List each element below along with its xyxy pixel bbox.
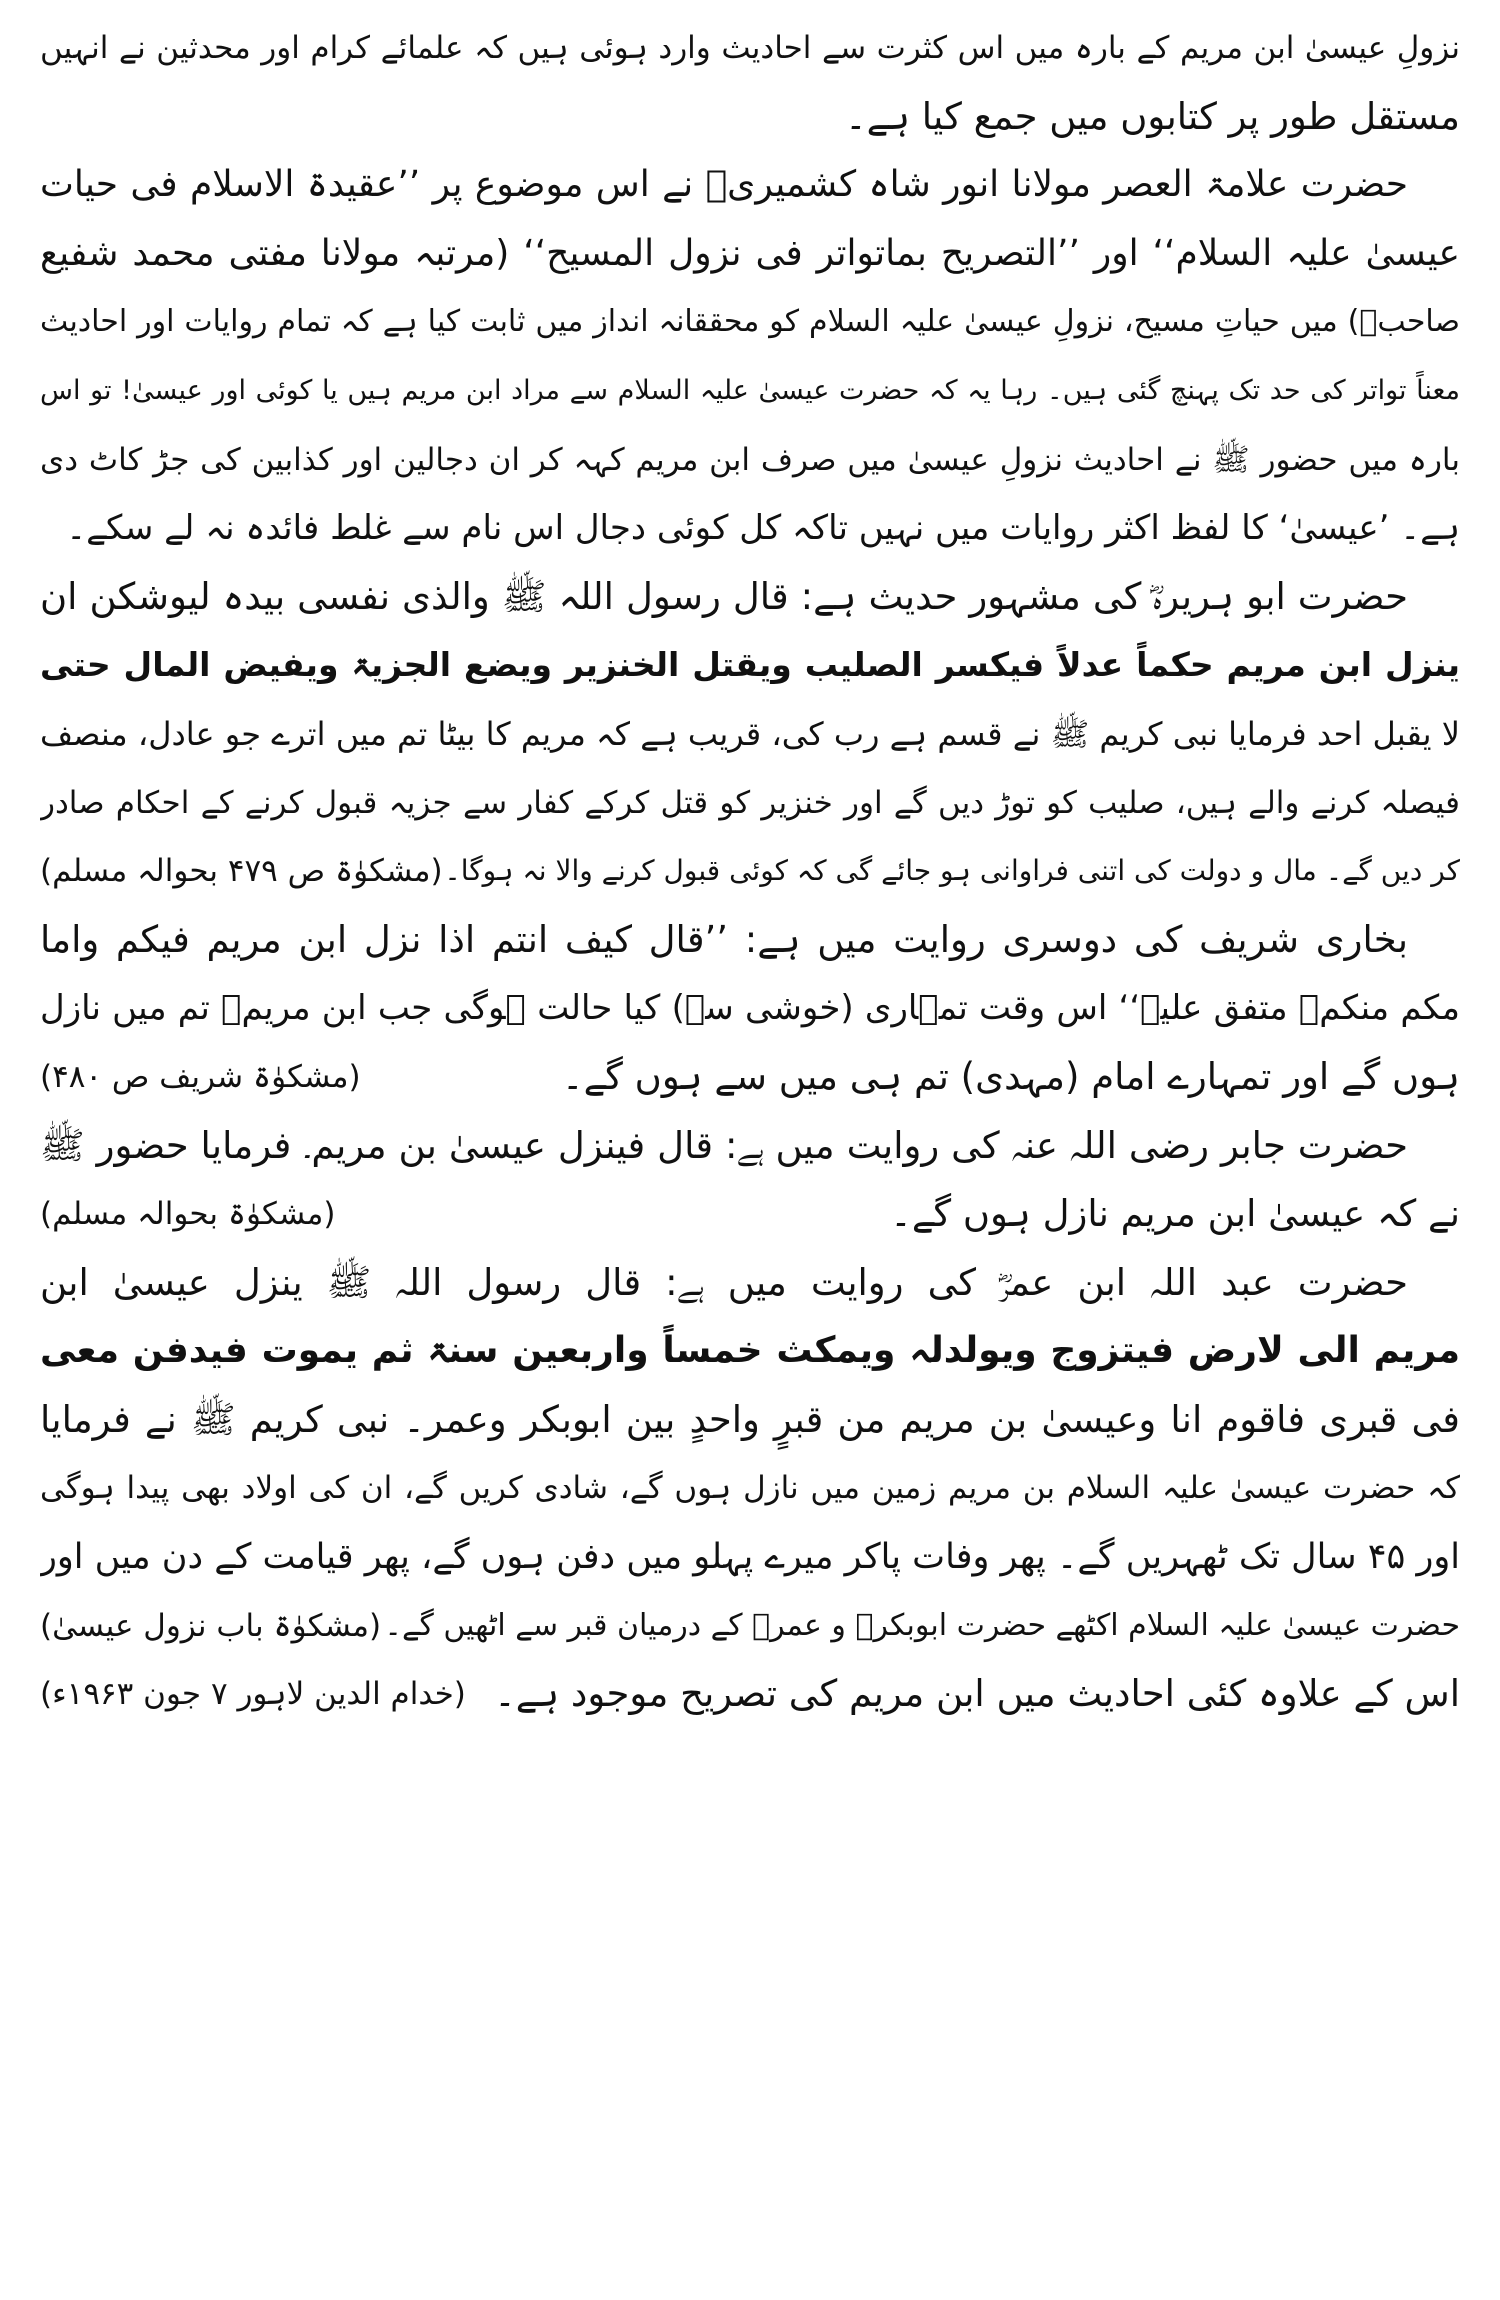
text-line: معناً تواتر کی حد تک پہنچ گئی ہیں۔ رہا یہ کہ حضرت عیسیٰ علیہ السلام سے مراد ابن مریم ہیں یا کوئی اور عیسیٰ! تو اس — [40, 374, 1460, 406]
reference-citation: (مشکوٰۃ بحوالہ مسلم) — [40, 1196, 336, 1233]
text-line: فیصلہ کرنے والے ہیں، صلیب کو توڑ دیں گے اور خنزیر کو قتل کرکے کفار سے جزیہ قبول کرنے کے احکام صادر — [40, 784, 1460, 821]
text-line: کہ حضرت عیسیٰ علیہ السلام بن مریم زمین میں نازل ہوں گے، شادی کریں گے، ان کی اولاد بھی پیدا ہوگی — [40, 1470, 1460, 1507]
document-page — [40, 14, 1460, 1729]
text-line: لا یقبل احد فرمایا نبی کریم ﷺ نے قسم ہے رب کی، قریب ہے کہ مریم کا بیٹا تم میں اترے جو عادل، منصف — [40, 714, 1460, 753]
line-with-reference — [40, 1592, 1460, 1661]
line-text: کر دیں گے۔ مال و دولت کی اتنی فراوانی ہو جائے گی کہ کوئی قبول کرنے والا نہ ہوگا۔ — [444, 854, 1460, 888]
paragraph-start-line: حضرت جابر رضی اللہ عنہ کی روایت میں ہے: قال فینزل عیسیٰ بن مریم۔ فرمایا حضور ﷺ — [40, 1123, 1408, 1167]
paragraph-start-line: بخاری شریف کی دوسری روایت میں ہے: ’’قال کیف انتم اذا نزل ابن مریم فیکم واما — [40, 917, 1408, 961]
source-citation: (خدام الدین لاہور ۷ جون ۱۹۶۳ء) — [40, 1676, 466, 1713]
reference-citation: (مشکوٰۃ باب نزول عیسیٰ) — [40, 1607, 382, 1644]
reference-citation: (مشکوٰۃ شریف ص ۴۸۰) — [40, 1058, 361, 1095]
text-line: بارہ میں حضور ﷺ نے احادیث نزولِ عیسیٰ میں صرف ابن مریم کہہ کر ان دجالین اور کذابین کی جڑ کاٹ دی — [40, 441, 1460, 478]
arabic-hadith-line: ینزل ابن مریم حکماً عدلاً فیکسر الصلیب ویقتل الخنزیر ویضع الجزیۃ ویفیض المال حتی — [40, 645, 1460, 685]
line-with-reference — [40, 1180, 1460, 1249]
text-line: مکم منکم۔ متفق علیہ‘‘ اس وقت تمہاری (خوشی سے) کیا حالت ہوگی جب ابن مریمؑ تم میں نازل — [40, 988, 1460, 1029]
paragraph-start-line: حضرت علامۃ العصر مولانا انور شاہ کشمیریؒ نے اس موضوع پر ’’عقیدۃ الاسلام فی حیات — [40, 164, 1408, 206]
line-text: اس کے علاوہ کئی احادیث میں ابن مریم کی تصریح موجود ہے۔ — [494, 1672, 1460, 1716]
line-text: حضرت عیسیٰ علیہ السلام اکٹھے حضرت ابوبکرؓ و عمرؓ کے درمیان قبر سے اٹھیں گے۔ — [384, 1607, 1460, 1643]
closing-line-with-source — [40, 1660, 1460, 1729]
line-text: نے کہ عیسیٰ ابن مریم نازل ہوں گے۔ — [890, 1192, 1460, 1236]
arabic-hadith-line: مریم الی لارض فیتزوج ویولدلہ ویمکث خمساً واربعین سنۃ ثم یموت فیدفن معی — [40, 1330, 1460, 1372]
text-line: مستقل طور پر کتابوں میں جمع کیا ہے۔ — [844, 94, 1460, 138]
line-text: ہوں گے اور تمہارے امام (مہدی) تم ہی میں سے ہوں گے۔ — [561, 1054, 1460, 1098]
text-line: صاحبؒ) میں حیاتِ مسیح، نزولِ عیسیٰ علیہ السلام کو محققانہ انداز میں ثابت کیا ہے کہ تمام روایات اور احادیث — [40, 304, 1460, 340]
text-line: فی قبری فاقوم انا وعیسیٰ بن مریم من قبرٍ واحدٍ بین ابوبکر وعمر۔ نبی کریم ﷺ نے فرمایا — [40, 1397, 1460, 1441]
line-with-reference — [40, 837, 1460, 906]
line-with-reference — [40, 1043, 1460, 1112]
text-line: عیسیٰ علیہ السلام‘‘ اور ’’التصریح بماتواتر فی نزول المسیح‘‘ (مرتبہ مولانا مفتی محمد شفیع — [40, 232, 1460, 274]
text-line: ہے۔ ’عیسیٰ‘ کا لفظ اکثر روایات میں نہیں تاکہ کل کوئی دجال اس نام سے غلط فائدہ نہ لے سکے۔ — [66, 508, 1460, 549]
text-line: اور ۴۵ سال تک ٹھہریں گے۔ پھر وفات پاکر میرے پہلو میں دفن ہوں گے، پھر قیامت کے دن میں اور — [40, 1537, 1460, 1578]
paragraph-start-line: حضرت ابو ہریرہؓ کی مشہور حدیث ہے: قال رسول اللہ ﷺ والذی نفسی بیدہ لیوشکن ان — [40, 574, 1408, 618]
reference-citation: (مشکوٰۃ ص ۴۷۹ بحوالہ مسلم) — [40, 853, 443, 890]
text-line: نزولِ عیسیٰ ابن مریم کے بارہ میں اس کثرت سے احادیث وارد ہوئی ہیں کہ علمائے کرام اور محدثین نے انہیں — [40, 30, 1460, 66]
paragraph-start-line: حضرت عبد اللہ ابن عمرؓ کی روایت میں ہے: قال رسول اللہ ﷺ ینزل عیسیٰ ابن — [40, 1260, 1408, 1304]
